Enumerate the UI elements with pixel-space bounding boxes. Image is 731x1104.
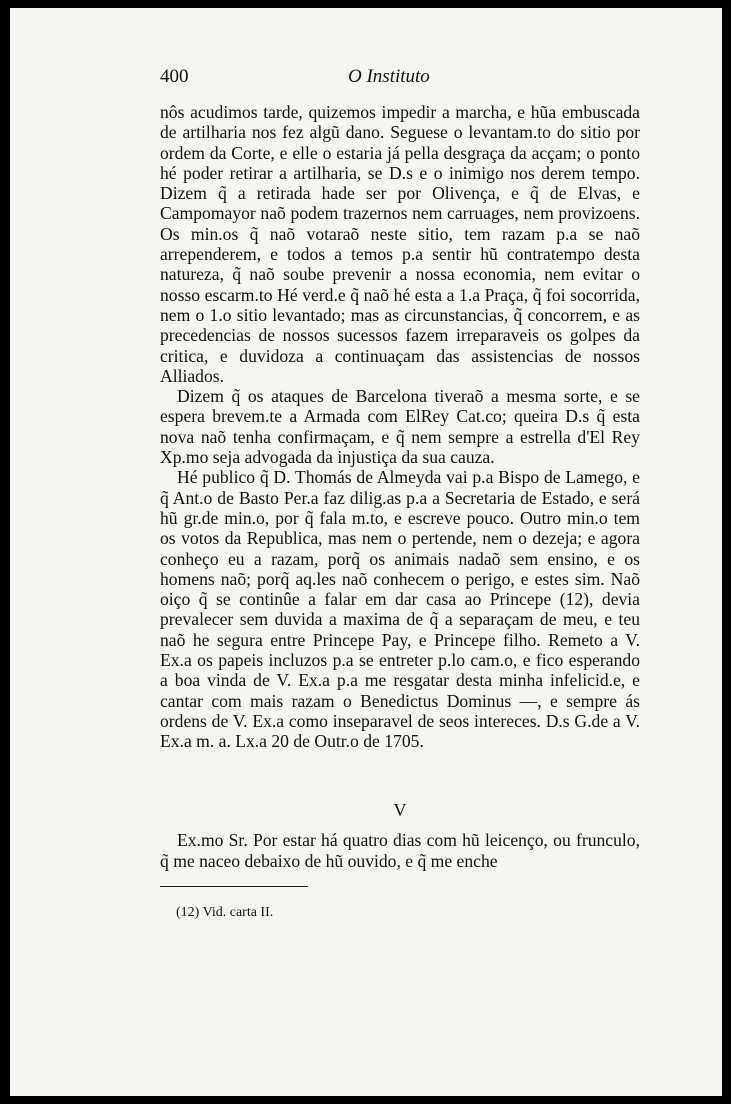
page-number: 400 bbox=[160, 66, 189, 87]
section-numeral: V bbox=[393, 800, 407, 820]
footnote: (12) Vid. carta II. bbox=[176, 905, 274, 920]
paragraph: Dizem q̃ os ataques de Barcelona tiveraõ a mesma sorte, e se espera brevem.te a Armada com ElRey Cat.co; queira D.s q̃ esta nova naõ tenha confirmaçam, e q̃ nem sempre a estrella d'El Rey Xp.mo seja advogada da injustiça da sua cauza. bbox=[160, 386, 640, 468]
paragraph: Hé publico q̃ D. Thomás de Almeyda vai p.a Bispo de Lamego, e q̃ Ant.o de Basto Per.a faz dilig.as p.a a Secretaria de Estado, e será hũ gr.de min.o, por q̃ fala m.to, e escreve pouco. Outro min.o tem os votos da Republica, mas nem o pertende, nem o dezeja; e agora conheço eu a razam, porq̃ os animais nadaõ sem ensino, e os homens naõ; porq̃ aq.les naõ conhecem o perigo, e estes sim. Naõ oiço q̃ se continûe a falar em dar casa ao Princepe (12), devia prevalecer sem duvida a maxima de q̃ a separaçam de meu, e teu naõ he segura entre Princepe Pay, e Princepe filho. Remeto a V. Ex.a os papeis incluzos p.a se entreter p.lo cam.o, e fico esperando a boa vinda de V. Ex.a p.a me resgatar desta minha infelicid.e, e cantar com mais razam o Benedictus Dominus —, e sempre ás ordens de V. Ex.a como inseparavel de seos intereces. D.s G.de a V. Ex.a m. a. Lx.a 20 de Outr.o de 1705. bbox=[160, 467, 640, 752]
scanned-page bbox=[10, 8, 722, 1096]
running-head bbox=[160, 66, 640, 96]
journal-title: O Instituto bbox=[348, 66, 430, 87]
paragraph: nôs acudimos tarde, quizemos impedir a marcha, e hũa embuscada de artilharia nos fez algũ dano. Seguese o levantam.to do sitio por ordem da Corte, e elle o estaria já pella desgraça da acçam; o ponto hé poder retirar a artilharia, se D.s e o inimigo nos derem tempo. Dizem q̃ a retirada hade ser por Olivença, e q̃ de Elvas, e Campomayor naõ podem trazernos nem carruages, nem provizoens. Os min.os q̃ naõ votaraõ neste sitio, tem razam p.a se naõ arrependerem, e todos a temos p.a sentir hũ contratempo desta natureza, q̃ naõ soube prevenir a nossa economia, nem evitar o nosso escarm.to Hé verd.e q̃ naõ hé esta a 1.a Praça, q̃ foi socorrida, nem o 1.o sitio levantado; mas as circunstancias, q̃ concorrem, e as precedencias de nossos sucessos fazem irreparaveis os golpes da critica, e duvidoza a continuaçam das assistencias de nossos Alliados. bbox=[160, 102, 640, 386]
letter-body bbox=[160, 102, 640, 752]
letter-v-opening bbox=[160, 830, 640, 872]
paragraph: Ex.mo Sr. Por estar há quatro dias com hũ leicenço, ou frunculo, q̃ me naceo debaixo de hũ ouvido, e q̃ me enche bbox=[160, 830, 640, 871]
footnote-divider bbox=[160, 886, 308, 887]
